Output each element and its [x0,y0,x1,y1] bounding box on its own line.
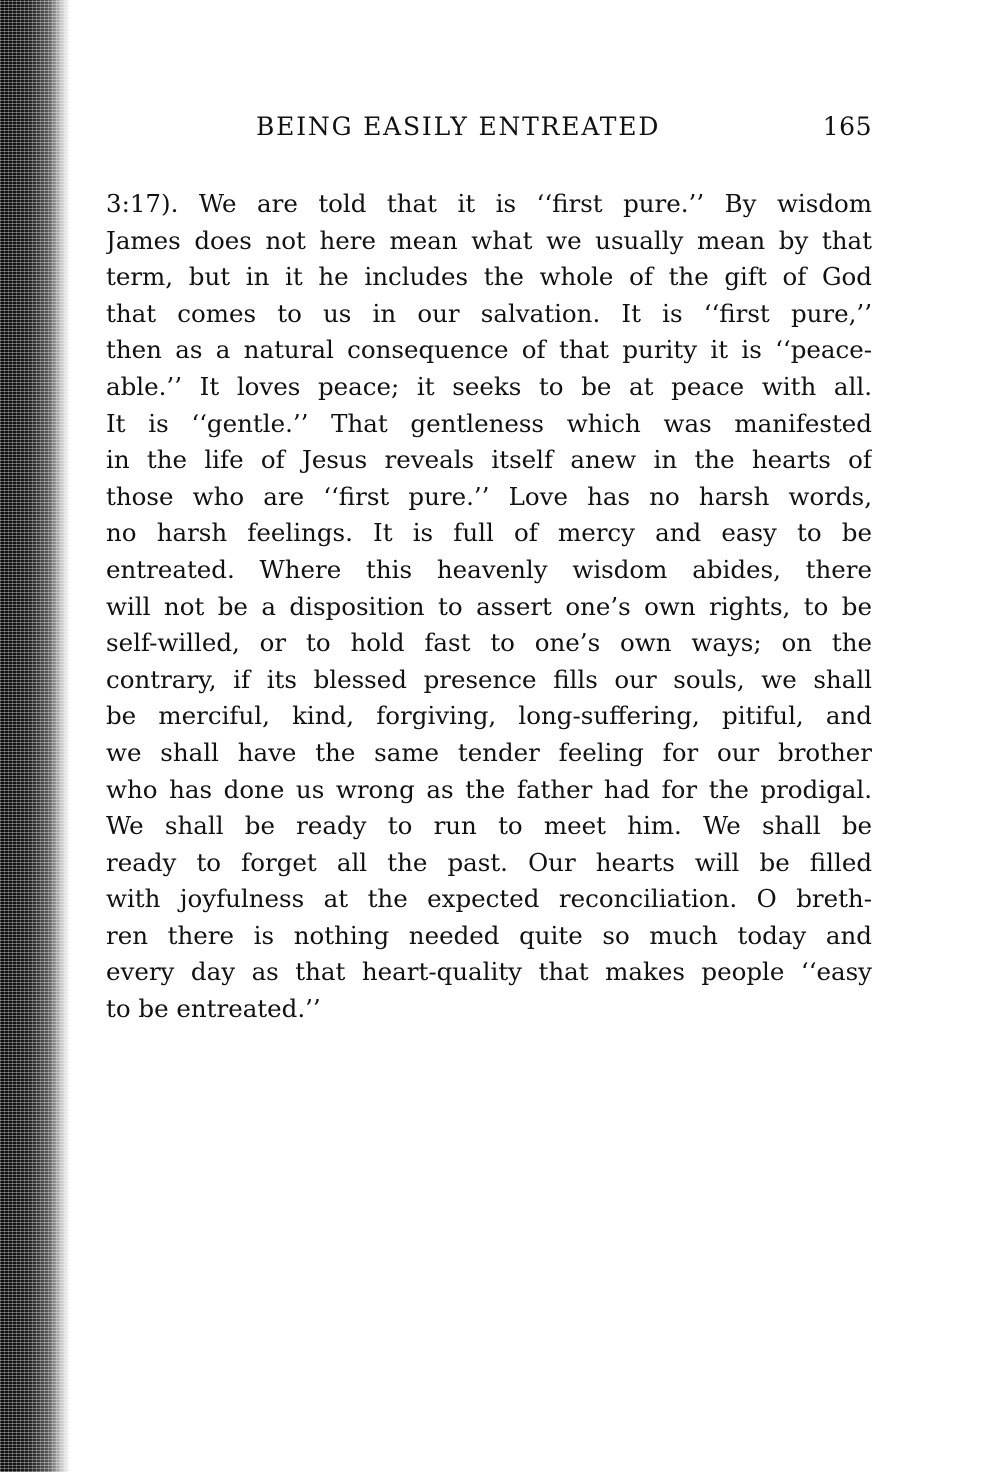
text-line: ready to forget all the past. Our hearts will be filled [106,847,872,877]
text-line: who has done us wrong as the father had for the prodigal. [106,774,872,804]
text-line: James does not here mean what we usually mean by that [106,225,872,255]
text-line: ren there is nothing needed quite so much today and [106,920,872,950]
text-line: We shall be ready to run to meet him. We shall be [106,811,872,841]
text-line: contrary, if its blessed presence fills our souls, we shall [106,664,872,694]
text-line: to be entreated.’’ [106,994,321,1024]
text-line: 3:17). We are told that it is ‘‘first pure.’’ By wisdom [106,189,872,218]
running-header [106,112,872,152]
text-line: It is ‘‘gentle.’’ That gentleness which was manifested [106,408,872,438]
text-line: those who are ‘‘first pure.’’ Love has no harsh words, [106,481,872,511]
text-line: will not be a disposition to assert one’s own rights, to be [106,591,872,621]
text-line: in the life of Jesus reveals itself anew in the hearts of [106,445,872,475]
text-line: that comes to us in our salvation. It is ‘‘first pure,’’ [106,298,872,328]
text-line: self-willed, or to hold fast to one’s own ways; on the [106,628,872,658]
text-line: then as a natural consequence of that purity it is ‘‘peace- [106,335,872,365]
running-title: BEING EASILY ENTREATED [256,112,661,141]
binding-gutter-shadow [0,0,70,1472]
text-line: be merciful, kind, forgiving, long-suffering, pitiful, and [106,701,872,731]
text-line: able.’’ It loves peace; it seeks to be at peace with all. [106,371,872,401]
text-line: every day as that heart-quality that makes people ‘‘easy [106,957,872,987]
text-line: with joyfulness at the expected reconciliation. O breth- [106,884,872,914]
text-line: we shall have the same tender feeling for our brother [106,737,872,767]
text-line: entreated. Where this heavenly wisdom abides, there [106,554,872,584]
text-line: term, but in it he includes the whole of the gift of God [106,262,872,292]
page-number: 165 [822,112,872,141]
text-line: no harsh feelings. It is full of mercy and easy to be [106,518,872,548]
body-paragraph [106,186,872,1028]
